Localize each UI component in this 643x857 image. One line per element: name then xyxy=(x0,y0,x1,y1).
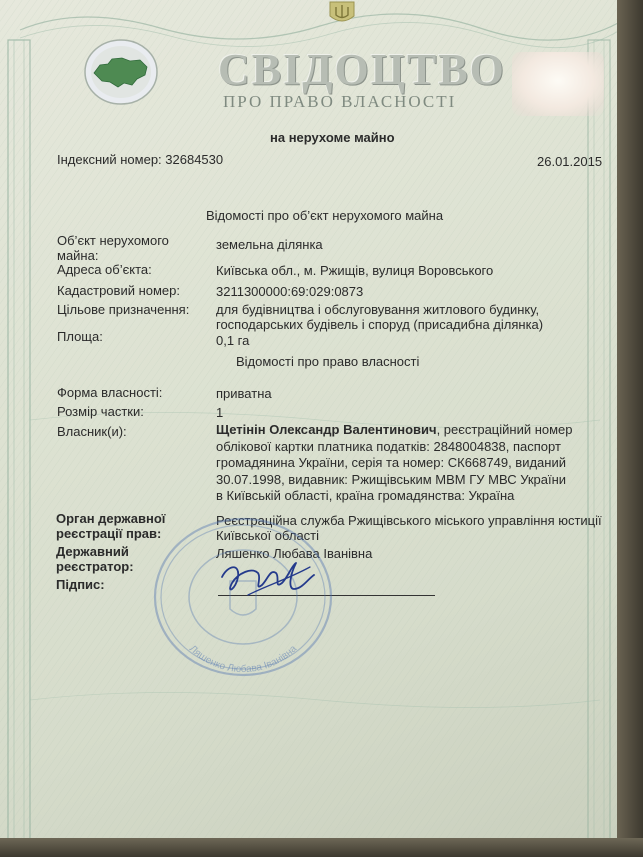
address-value: Київська обл., м. Ржищів, вулиця Воровського xyxy=(216,263,494,278)
share-size-label: Розмір частки: xyxy=(57,404,144,419)
trident-emblem-icon xyxy=(322,0,362,26)
area-label: Площа: xyxy=(57,329,103,344)
owner-name: Щетінін Олександр Валентинович xyxy=(216,422,437,437)
purpose-label: Цільове призначення: xyxy=(57,302,190,317)
object-type-label: Об’єкт нерухомого майна: xyxy=(57,233,169,263)
cadastral-number-label: Кадастровий номер: xyxy=(57,283,180,298)
photo-glare xyxy=(512,52,604,116)
photo-background-bottom xyxy=(0,838,643,857)
ownership-section-heading: Відомості про право власності xyxy=(236,354,420,369)
certificate-subtitle: ПРО ПРАВО ВЛАСНОСТІ xyxy=(223,92,457,111)
issue-date: 26.01.2015 xyxy=(537,154,603,169)
authority-value: Реєстраційна служба Ржищівського міського управління юстиції Київської області xyxy=(216,513,602,543)
object-section-heading: Відомості про об’єкт нерухомого майна xyxy=(206,208,444,223)
ownership-form-label: Форма власності: xyxy=(57,385,163,400)
signature-label: Підпис: xyxy=(56,577,105,592)
owner-details: , реєстраційний номер облікової картки платника податків: 2848004838, паспорт громадянина України, серія та номер: СК668749, виданий 30.07.1998, видавник: Ржищівським МВМ ГУ МВС України в Київській області, країна громадянства: Україна xyxy=(216,422,573,503)
address-label: Адреса об’єкта: xyxy=(57,262,152,277)
stamp-ring-text: Ляшенко Любава Іванівна xyxy=(186,643,300,676)
certificate-caption: на нерухоме майно xyxy=(270,130,395,145)
area-value: 0,1 га xyxy=(216,333,250,348)
hologram-ukraine-map-icon xyxy=(82,37,160,107)
owner-value xyxy=(216,422,576,505)
share-size-value: 1 xyxy=(216,405,224,420)
registrar-signature-icon xyxy=(218,555,318,603)
cadastral-number-value: 3211300000:69:029:0873 xyxy=(216,284,364,299)
owner-label: Власник(и): xyxy=(57,424,127,439)
registrar-label: Державний реєстратор: xyxy=(56,544,134,574)
index-number: Індексний номер: 32684530 xyxy=(57,152,224,167)
purpose-value: для будівництва і обслуговування житлового будинку, господарських будівель і споруд (присадибна ділянка) xyxy=(216,302,544,332)
ownership-form-value: приватна xyxy=(216,386,272,401)
authority-label: Орган державної реєстрації прав: xyxy=(56,511,166,541)
photo-background-edge xyxy=(617,0,643,857)
certificate-title: СВІДОЦТВО xyxy=(218,45,506,94)
object-type-value: земельна ділянка xyxy=(216,237,323,252)
registrar-value: Ляшенко Любава Іванівна xyxy=(216,546,373,561)
